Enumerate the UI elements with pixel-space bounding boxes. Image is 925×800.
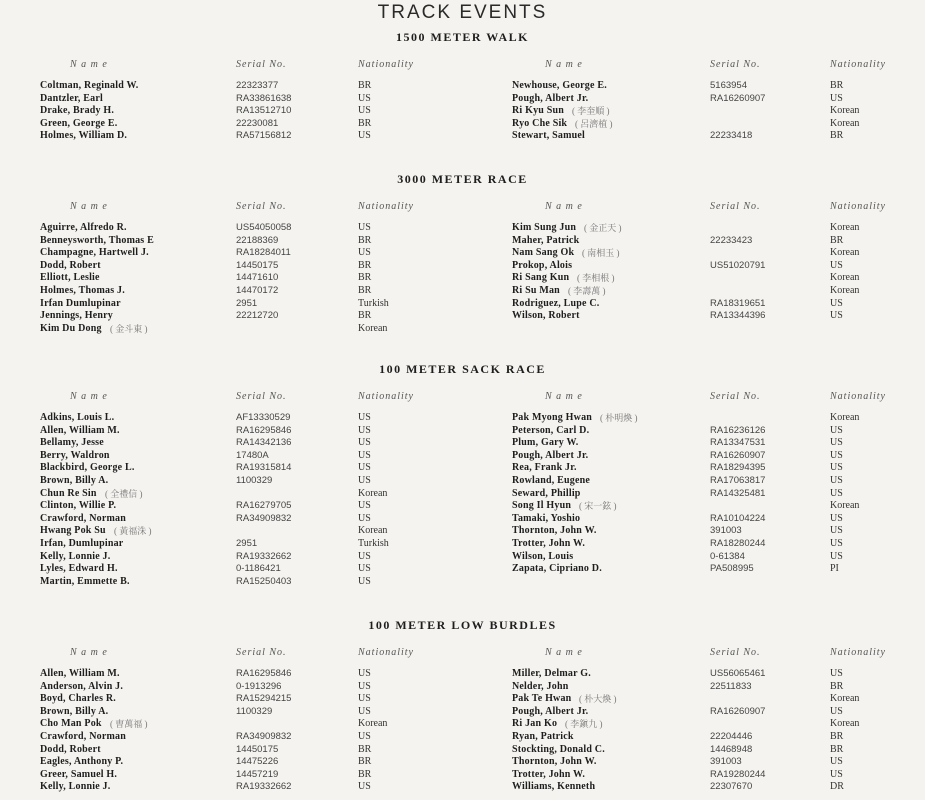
entrant-serial-number: 2951 [236, 297, 258, 309]
entrant-row [0, 563, 925, 576]
entrant-name: Bellamy, Jesse [40, 437, 104, 449]
entrant-nationality: US [830, 538, 843, 549]
entrant-row [0, 718, 925, 731]
entrant-serial-number: 1100329 [236, 705, 273, 717]
entrant-nationality: Korean [830, 117, 860, 129]
entrant-name: Thornton, John W. [512, 525, 597, 537]
entrant-nationality: Korean [830, 105, 860, 117]
entrant-name: Kim Sung Jun [512, 222, 577, 233]
entrant-row [0, 247, 925, 260]
entrant-name: Champagne, Hartwell J. [40, 247, 149, 259]
entrant-nationality: US [358, 575, 371, 587]
entrant-serial-number: RA16295846 [236, 668, 292, 679]
entrant-name: Pough, Albert Jr. [512, 92, 589, 104]
entrant-row [0, 105, 925, 118]
entrant-nationality: BR [830, 731, 844, 742]
column-header-name: N a m e [545, 647, 583, 658]
entrant-name: Hwang Pok Su [40, 525, 106, 537]
entrant-nationality: US [358, 563, 371, 575]
entrant-serial-number: 22307670 [710, 781, 753, 793]
entrant-nationality: US [358, 550, 371, 562]
entrant-row [0, 285, 925, 298]
column-header-name: N a m e [70, 391, 108, 402]
entrant-serial-number: 22233418 [710, 130, 753, 142]
entrant-name: Ryan, Patrick [512, 731, 574, 742]
entrant-row [0, 668, 925, 681]
entrant-name: Peterson, Carl D. [512, 424, 590, 436]
entrant-row [0, 500, 925, 513]
entrant-serial-number: 22230081 [236, 117, 279, 129]
entrant-nationality: US [830, 668, 843, 679]
entrant-row [0, 323, 925, 336]
entrant-row [0, 475, 925, 488]
entrant-nationality: BR [830, 130, 844, 142]
column-header-serial: Serial No. [710, 201, 761, 212]
entrant-name: Cho Man Pok [40, 718, 102, 730]
column-header-serial: Serial No. [236, 201, 287, 212]
entrant-serial-number: 391003 [710, 525, 742, 537]
entrant-nationality: BR [358, 272, 372, 284]
entrant-name: Elliott, Leslie [40, 272, 100, 284]
entrant-name: Kim Du Dong [40, 322, 102, 334]
entrant-name-hanja: ( 金斗東 ) [110, 323, 148, 334]
entrant-serial-number: 5163954 [710, 80, 747, 91]
entrant-nationality: BR [358, 310, 372, 322]
entrant-name-hanja: ( 李鎭九 ) [565, 719, 603, 730]
entrant-nationality: US [358, 222, 371, 233]
entrant-serial-number: 22323377 [236, 80, 279, 91]
entrant-name-hanja: ( 黃福洙 ) [114, 526, 152, 537]
entrant-row [0, 260, 925, 273]
column-header-name: N a m e [70, 647, 108, 658]
entrant-name: Greer, Samuel H. [40, 768, 118, 780]
entrant-row [0, 769, 925, 782]
entrant-nationality: US [830, 297, 843, 309]
entrant-row [0, 437, 925, 450]
entrant-serial-number: 14468948 [710, 743, 753, 755]
entrant-name: Brown, Billy A. [40, 475, 109, 486]
entrant-name-hanja: ( 曺萬福 ) [110, 719, 148, 730]
entrant-nationality: BR [358, 234, 372, 246]
entrant-name: Clinton, Willie P. [40, 500, 117, 512]
entrant-row [0, 462, 925, 475]
entrant-nationality: Turkish [358, 538, 389, 549]
entrant-nationality: BR [358, 768, 372, 780]
entrant-nationality: US [358, 475, 371, 486]
entrant-serial-number: 14450175 [236, 743, 279, 755]
entrant-serial-number: RA19280244 [710, 768, 766, 780]
entrant-serial-number: RA10104224 [710, 512, 766, 524]
entrant-nationality: BR [358, 756, 372, 768]
entrant-serial-number: 2951 [236, 538, 258, 549]
entrant-name-hanja: ( 全禮信 ) [105, 488, 143, 499]
entrant-name: Holmes, William D. [40, 130, 128, 142]
entrant-nationality: Korean [830, 718, 860, 730]
entrant-nationality: US [830, 756, 843, 768]
entrant-nationality: US [358, 731, 371, 742]
entrant-name-hanja: ( 金正天 ) [584, 223, 622, 233]
entrant-name: Green, George E. [40, 117, 118, 129]
entrant-serial-number: RA13512710 [236, 105, 292, 117]
entrant-row [0, 118, 925, 131]
entrant-name: Nelder, John [512, 680, 569, 692]
entrant-name: Adkins, Louis L. [40, 412, 115, 423]
entrant-serial-number: US51020791 [710, 259, 766, 271]
entrant-nationality: Turkish [358, 297, 389, 309]
column-header-serial: Serial No. [236, 647, 287, 658]
entrant-name: Kelly, Lonnie J. [40, 781, 111, 793]
column-header-nationality: Nationality [830, 201, 886, 212]
page-title: TRACK EVENTS [377, 2, 548, 23]
entrant-nationality: US [358, 705, 371, 717]
entrant-name: Plum, Gary W. [512, 437, 579, 449]
entrant-nationality: BR [358, 743, 372, 755]
entrant-nationality: US [830, 259, 843, 271]
entrant-nationality: US [358, 693, 371, 705]
column-header-name: N a m e [70, 59, 108, 70]
entrant-nationality: US [358, 130, 371, 142]
entrant-name: Pak Myong Hwan [512, 412, 593, 423]
entrant-name: Nam Sang Ok [512, 247, 575, 259]
entrant-serial-number: 0-1913296 [236, 680, 282, 692]
entrant-nationality: US [830, 437, 843, 449]
entrant-name: Crawford, Norman [40, 512, 126, 524]
entrant-nationality: US [358, 449, 371, 461]
entrant-row [0, 298, 925, 311]
entrant-serial-number: RA16295846 [236, 424, 292, 436]
entrant-row [0, 731, 925, 744]
entrant-serial-number: RA16279705 [236, 500, 292, 512]
column-header-name: N a m e [70, 201, 108, 212]
entrant-serial-number: RA14325481 [710, 487, 766, 499]
entrant-serial-number: 0-61384 [710, 550, 745, 562]
entrant-name: Stewart, Samuel [512, 130, 585, 142]
column-header-serial: Serial No. [236, 391, 287, 402]
entrant-row [0, 744, 925, 757]
column-header-serial: Serial No. [710, 59, 761, 70]
entrant-name: Trotter, John W. [512, 538, 586, 549]
entrant-name: Chun Re Sin [40, 487, 97, 499]
entrant-nationality: PI [830, 563, 839, 575]
entrant-name: Ri Su Man [512, 285, 560, 296]
entrant-row [0, 538, 925, 551]
entrant-name: Boyd, Charles R. [40, 693, 116, 705]
entrant-nationality: Korean [830, 285, 860, 296]
entrant-nationality: US [830, 92, 843, 104]
entrant-name: Drake, Brady H. [40, 105, 115, 117]
entrant-serial-number: 0-1186421 [236, 563, 281, 575]
section-title: 100 METER SACK RACE [379, 362, 546, 376]
entrant-nationality: BR [358, 117, 372, 129]
entrant-row [0, 235, 925, 248]
entrant-nationality: US [830, 449, 843, 461]
entrant-name: Kelly, Lonnie J. [40, 550, 111, 562]
entrant-row [0, 310, 925, 323]
entrant-name: Tamaki, Yoshio [512, 512, 581, 524]
entrant-row [0, 222, 925, 235]
entrant-name: Dodd, Robert [40, 259, 101, 271]
entrant-serial-number: 17480A [236, 449, 269, 461]
entrant-row [0, 488, 925, 501]
entrant-name: Allen, William M. [40, 424, 120, 436]
entrant-name: Newhouse, George E. [512, 80, 607, 91]
column-header-nationality: Nationality [358, 391, 414, 402]
entrant-nationality: US [358, 512, 371, 524]
entrant-nationality: US [358, 92, 371, 104]
column-header-nationality: Nationality [830, 59, 886, 70]
entrant-serial-number: RA13347531 [710, 437, 766, 449]
entrant-row [0, 525, 925, 538]
entrant-serial-number: 14457219 [236, 768, 279, 780]
entrant-name-hanja: ( 呂濟植 ) [575, 118, 613, 129]
entrant-serial-number: RA18284011 [236, 247, 291, 259]
entrant-row [0, 93, 925, 106]
entrant-serial-number: RA16260907 [710, 449, 766, 461]
entrant-name: Seward, Phillip [512, 487, 581, 499]
entrant-serial-number: RA18319651 [710, 297, 766, 309]
column-header-name: N a m e [545, 59, 583, 70]
section-title: 1500 METER WALK [396, 30, 529, 44]
entrant-serial-number: US54050058 [236, 222, 292, 233]
column-header-nationality: Nationality [830, 391, 886, 402]
entrant-serial-number: 14450175 [236, 259, 279, 271]
entrant-serial-number: PA508995 [710, 563, 754, 575]
entrant-name: Zapata, Cipriano D. [512, 563, 602, 575]
entrant-nationality: DR [830, 781, 844, 793]
entrant-serial-number: RA15250403 [236, 575, 292, 587]
entrant-serial-number: RA18280244 [710, 538, 766, 549]
entrant-serial-number: 14475226 [236, 756, 279, 768]
entrant-nationality: US [830, 475, 843, 486]
entrant-nationality: US [358, 424, 371, 436]
entrant-serial-number: AF13330529 [236, 412, 291, 423]
entrant-nationality: BR [830, 234, 844, 246]
entrant-nationality: Korean [830, 500, 860, 512]
entrant-name: Berry, Waldron [40, 449, 110, 461]
entrant-nationality: US [358, 247, 371, 259]
entrant-nationality: US [358, 668, 371, 679]
entrant-nationality: BR [358, 259, 372, 271]
entrant-name-hanja: ( 李壽萬 ) [568, 286, 606, 296]
entrant-serial-number: RA19332662 [236, 781, 292, 793]
entrant-serial-number: RA19332662 [236, 550, 292, 562]
entrant-name-hanja: ( 李奎順 ) [572, 106, 610, 117]
entrant-name: Martin, Emmette B. [40, 575, 130, 587]
entrant-serial-number: RA19315814 [236, 462, 292, 474]
column-header-serial: Serial No. [710, 391, 761, 402]
entrant-row [0, 576, 925, 589]
entrant-nationality: US [830, 550, 843, 562]
entrant-nationality: US [358, 462, 371, 474]
entrant-serial-number: 22233423 [710, 234, 753, 246]
entrant-name: Thornton, John W. [512, 756, 597, 768]
entrant-serial-number: 22188369 [236, 234, 279, 246]
entrant-name: Irfan Dumlupinar [40, 297, 121, 309]
entrant-row [0, 130, 925, 143]
entrant-name: Crawford, Norman [40, 731, 126, 742]
entrant-nationality: BR [358, 80, 372, 91]
entrant-name-hanja: ( 李相根 ) [577, 273, 615, 284]
entrant-name: Blackbird, George L. [40, 462, 135, 474]
entrant-name-hanja: ( 南相玉 ) [582, 248, 620, 259]
entrant-row [0, 425, 925, 438]
entrant-nationality: BR [358, 285, 372, 296]
entrant-name-hanja: ( 朴大煥 ) [579, 694, 617, 705]
entrant-nationality: US [358, 437, 371, 449]
entrant-name: Trotter, John W. [512, 768, 586, 780]
entrant-nationality: US [830, 525, 843, 537]
entrant-row [0, 513, 925, 526]
entrant-name: Holmes, Thomas J. [40, 285, 125, 296]
entrant-nationality: BR [830, 80, 844, 91]
entrant-nationality: US [830, 424, 843, 436]
entrant-name: Anderson, Alvin J. [40, 680, 124, 692]
entrant-name: Lyles, Edward H. [40, 563, 118, 575]
entrant-serial-number: RA34909832 [236, 731, 292, 742]
entrant-serial-number: RA14342136 [236, 437, 292, 449]
entrant-row [0, 412, 925, 425]
entrant-name-hanja: ( 朴明煥 ) [600, 413, 638, 423]
entrant-serial-number: RA16260907 [710, 705, 766, 717]
entrant-serial-number: 1100329 [236, 475, 273, 486]
entrant-name: Rodriguez, Lupe C. [512, 297, 600, 309]
entrant-name: Rowland, Eugene [512, 475, 591, 486]
entrant-nationality: US [830, 768, 843, 780]
entrant-nationality: US [358, 781, 371, 793]
entrant-nationality: US [358, 680, 371, 692]
entrant-row [0, 450, 925, 463]
entrant-nationality: Korean [830, 222, 860, 233]
entrant-nationality: US [830, 487, 843, 499]
entrant-serial-number: 22511833 [710, 680, 752, 692]
entrant-name: Maher, Patrick [512, 234, 580, 246]
entrant-name: Prokop, Alois [512, 259, 573, 271]
entrant-nationality: US [358, 412, 371, 423]
entrant-name: Jennings, Henry [40, 310, 114, 322]
entrant-name-hanja: ( 宋一鉉 ) [579, 501, 617, 512]
entrant-name: Miller, Delmar G. [512, 668, 591, 679]
entrant-name: Ri Kyu Sun [512, 105, 565, 117]
column-header-name: N a m e [545, 391, 583, 402]
column-header-name: N a m e [545, 201, 583, 212]
entrant-nationality: BR [830, 743, 844, 755]
entrant-name: Coltman, Reginald W. [40, 80, 139, 91]
entrant-nationality: Korean [358, 718, 388, 730]
entrant-name: Wilson, Robert [512, 310, 580, 322]
entrant-row [0, 706, 925, 719]
entrant-name: Ri Jan Ko [512, 718, 558, 730]
entrant-name: Aguirre, Alfredo R. [40, 222, 127, 233]
entrant-name: Allen, William M. [40, 668, 120, 679]
entrant-nationality: BR [830, 680, 844, 692]
entrant-nationality: US [358, 105, 371, 117]
entrant-serial-number: RA16236126 [710, 424, 766, 436]
entrant-nationality: Korean [830, 693, 860, 705]
entrant-row [0, 781, 925, 794]
entrant-name: Williams, Kenneth [512, 781, 596, 793]
entrant-row [0, 80, 925, 93]
entrant-row [0, 756, 925, 769]
entrant-nationality: Korean [358, 322, 388, 334]
column-header-nationality: Nationality [358, 647, 414, 658]
entrant-nationality: Korean [358, 525, 388, 537]
entrant-serial-number: RA34909832 [236, 512, 292, 524]
section-title: 100 METER LOW BURDLES [368, 618, 557, 632]
entrant-row [0, 551, 925, 564]
entrant-row [0, 272, 925, 285]
entrant-name: Ri Sang Kun [512, 272, 570, 284]
entrant-nationality: US [358, 500, 371, 512]
entrant-serial-number: 391003 [710, 756, 742, 768]
entrant-name: Pough, Albert Jr. [512, 705, 589, 717]
entrant-name: Song Il Hyun [512, 500, 572, 512]
entrant-serial-number: RA17063817 [710, 475, 766, 486]
entrant-nationality: US [830, 512, 843, 524]
entrant-name: Benneysworth, Thomas E [40, 234, 154, 246]
column-header-serial: Serial No. [236, 59, 287, 70]
entrant-nationality: US [830, 310, 843, 322]
entrant-name: Dantzler, Earl [40, 92, 103, 104]
entrant-name: Wilson, Louis [512, 550, 574, 562]
entrant-serial-number: RA15294215 [236, 693, 292, 705]
entrant-nationality: Korean [830, 247, 860, 259]
entrant-nationality: Korean [358, 487, 388, 499]
entrant-name: Rea, Frank Jr. [512, 462, 577, 474]
entrant-name: Pough, Albert Jr. [512, 449, 589, 461]
column-header-nationality: Nationality [358, 59, 414, 70]
column-header-nationality: Nationality [830, 647, 886, 658]
column-header-nationality: Nationality [358, 201, 414, 212]
entrant-serial-number: RA33861638 [236, 92, 292, 104]
entrant-name: Pak Te Hwan [512, 693, 572, 705]
entrant-name: Dodd, Robert [40, 743, 101, 755]
entrant-serial-number: RA18294395 [710, 462, 766, 474]
entrant-nationality: US [830, 462, 843, 474]
entrant-serial-number: 22212720 [236, 310, 279, 322]
column-header-serial: Serial No. [710, 647, 761, 658]
entrant-serial-number: RA57156812 [236, 130, 292, 142]
entrant-nationality: Korean [830, 412, 860, 423]
entrant-name: Irfan, Dumlupinar [40, 538, 124, 549]
entrant-row [0, 693, 925, 706]
entrant-serial-number: 14471610 [236, 272, 279, 284]
entrant-row [0, 681, 925, 694]
entrant-serial-number: RA13344396 [710, 310, 766, 322]
entrant-name: Stockting, Donald C. [512, 743, 605, 755]
section-title: 3000 METER RACE [397, 172, 528, 186]
entrant-name: Brown, Billy A. [40, 705, 109, 717]
entrant-serial-number: RA16260907 [710, 92, 766, 104]
entrant-serial-number: 22204446 [710, 731, 753, 742]
entrant-name: Eagles, Anthony P. [40, 756, 124, 768]
entrant-name: Ryo Che Sik [512, 117, 568, 129]
entrant-serial-number: US56065461 [710, 668, 766, 679]
entrant-nationality: Korean [830, 272, 860, 284]
entrant-serial-number: 14470172 [236, 285, 279, 296]
entrant-nationality: US [830, 705, 843, 717]
